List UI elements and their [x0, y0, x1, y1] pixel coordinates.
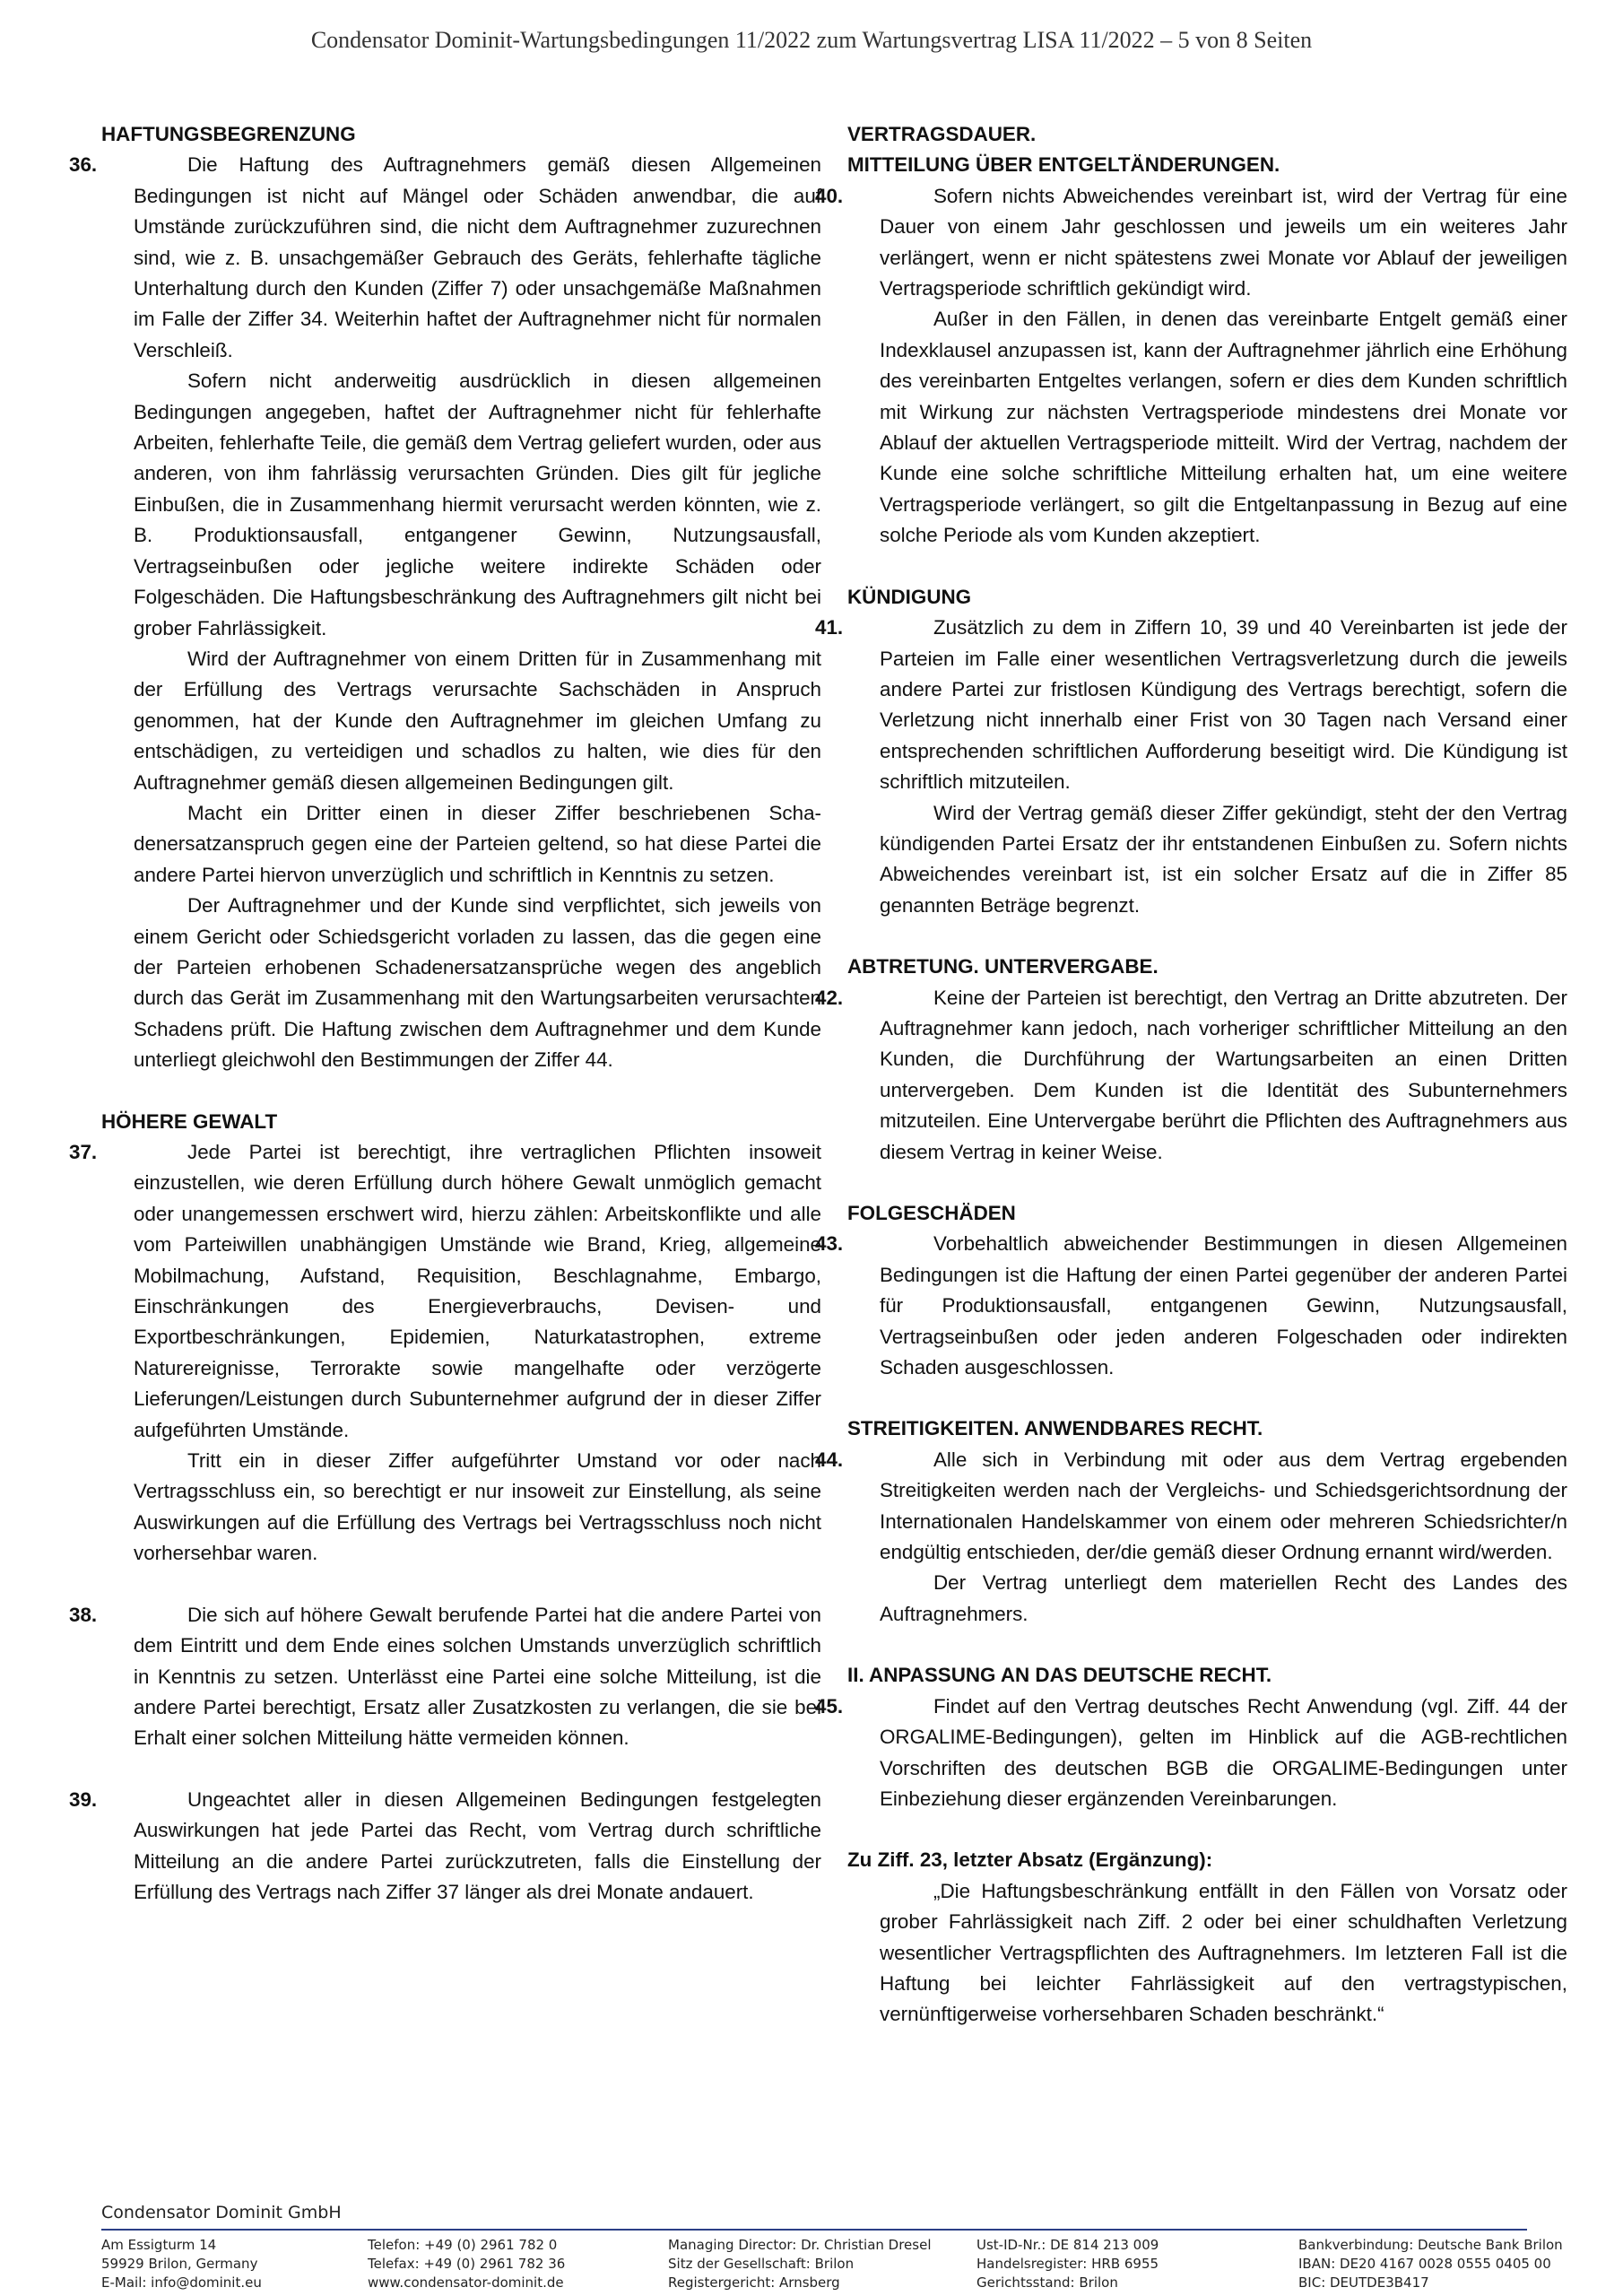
clause-38	[69, 1600, 821, 1754]
footer-line: Handelsregister: HRB 6955	[976, 2256, 1159, 2272]
clause-number: 37.	[69, 1141, 98, 1163]
clause-paragraph: Die Haftung des Auftragnehmers gemäß diesen Allgemeinen Bedingungen ist nicht auf Mängel oder Schäden anwendbar, die auf Umstände zurückzuführen sind, die nicht dem Auftragnehmer zuzurechnen sind, wie z. B. unsachgemäßer Gebrauch des Geräts, fehlerhafte tägliche Unterhaltung durch den Kunden (Ziffer 7) oder unsachgemäße Maßnahmen im Falle der Ziffer 34. Weiterhin haftet der Auftragnehmer nicht für normalen Verschleiß.	[134, 153, 821, 361]
clause-37	[69, 1137, 821, 1570]
clause-paragraph: Wird der Auftragnehmer von einem Dritten für in Zusammenhang mit der Erfüllung des Vertrags verursachte Sachschäden in Anspruch genommen, hat der Kunde den Auftragnehmer im gleichen Umfang zu entschädigen, zu verteidigen und schadlos zu halten, wie dies für den Auftragnehmer gemäß diesen allgemeinen Bedingungen gilt.	[134, 647, 821, 794]
section-title-anpassung: II. ANPASSUNG AN DAS DEUTSCHE RECHT.	[847, 1664, 1272, 1687]
footer-bank	[1298, 2236, 1563, 2292]
footer-divider	[101, 2229, 1527, 2231]
footer-line: Sitz der Gesellschaft: Brilon	[668, 2256, 855, 2272]
clause-paragraph: Alle sich in Verbindung mit oder aus dem Vertrag ergebenden Streitigkeiten werden nach der Vergleichs- und Schiedsgerichtsordnung der Internationalen Handelskammer von einem oder mehreren Schiedsrichter/n endgültig entschieden, der/die gemäß dieser Ordnung ernannt wird/werden.	[880, 1448, 1567, 1564]
clause-paragraph: Sofern nicht anderweitig ausdrücklich in diesen allgemeinen Bedingungen angegeben, haftet der Auftragnehmer nicht für fehlerhafte Arbeiten, fehlerhafte Teile, die gemäß dem Vertrag geliefert wurden, oder aus anderen, von ihm fahrlässig verursachten Gründen. Dies gilt für jegliche Einbußen, die in Zusammenhang hiermit verursacht werden könnten, wie z. B. Produktionsausfall, entgangener Gewinn, Nutzungsausfall, Vertragseinbußen oder jegliche weitere indirekte Schäden oder Folgeschäden. Die Haftungsbeschränkung des Auftragnehmers gilt nicht bei grober Fahrlässigkeit.	[134, 370, 821, 639]
clause-paragraph: Macht ein Dritter einen in dieser Ziffer beschriebenen Schadenersatzanspruch gegen eine der Parteien geltend, so hat diese Partei die andere Partei hiervon unverzüglich und schriftlich in Kenntnis zu setzen.	[134, 801, 821, 886]
left-column	[69, 119, 821, 1938]
running-header: Condensator Dominit-Wartungsbedingungen 11/2022 zum Wartungsvertrag LISA 11/2022 – 5 von 8 Seiten	[310, 27, 1313, 53]
footer-line: Bankverbindung: Deutsche Bank Brilon	[1298, 2237, 1563, 2253]
clause-40	[815, 181, 1567, 552]
clause-paragraph: Außer in den Fällen, in denen das vereinbarte Entgelt gemäß einer Indexklausel anzupassen ist, kann der Auftragnehmer jährlich eine Erhöhung des vereinbarten Entgeltes verlangen, sofern er dies dem Kunden schriftlich mit Wirkung zur nächsten Vertragsperiode mindestens drei Monate vor Ablauf der aktuellen Vertragsperiode mitteilt. Wird der Vertrag, nachdem der Kunde eine solche schriftliche Mitteilung erhalten hat, um eine weitere Vertragsperiode verlängert, so gilt die Entgeltanpassung in Bezug auf eine solche Periode als vom Kunden akzeptiert.	[880, 308, 1567, 547]
footer-website: www.condensator-dominit.de	[368, 2274, 564, 2291]
clause-number: 42.	[815, 986, 844, 1009]
footer-address	[101, 2236, 262, 2292]
clause-paragraph: Wird der Vertrag gemäß dieser Ziffer gekündigt, steht der den Vertrag kündigenden Partei Ersatz der ihr entstandenen Einbußen zu. Sofern nichts Abweichendes vereinbart ist, ist ein solcher Ersatz auf die in Ziffer 85 genannten Beträge begrenzt.	[880, 801, 1567, 917]
clause-45	[815, 1692, 1567, 1815]
section-title-haftungsbegrenzung: HAFTUNGSBEGRENZUNG	[101, 123, 356, 145]
footer-phone: Telefon: +49 (0) 2961 782 0	[368, 2237, 558, 2253]
footer-company-name: Condensator Dominit GmbH	[101, 2203, 342, 2222]
footer-line: BIC: DEUTDE3B417	[1298, 2274, 1429, 2291]
section-title-ziff-23: Zu Ziff. 23, letzter Absatz (Ergänzung):	[847, 1848, 1213, 1872]
section-36	[69, 119, 821, 1076]
footer-columns	[101, 2236, 1563, 2293]
clause-41	[815, 613, 1567, 921]
clause-paragraph: „Die Haftungsbeschränkung entfällt in den Fällen von Vorsatz oder grober Fahrlässigkeit nach Ziff. 2 oder bei einer schuldhaften Verletzung wesentlicher Vertragspflichten des Auftragnehmers. Im letzteren Fall ist die Haftung bei leichter Fahrlässigkeit auf den vertragstypischen, vernünftigerweise vorhersehbaren Schaden beschränkt.“	[880, 1879, 1567, 2026]
clause-paragraph: Keine der Parteien ist berechtigt, den Vertrag an Dritte abzutreten. Der Auftragnehmer kann jedoch, nach vorheriger schriftlicher Mitteilung an den Kunden, die Durchführung der Wartungsarbeiten an einen Dritten untervergeben. Dem Kunden ist die Identität des Subunternehmers mitzuteilen. Eine Untervergabe berührt die Pflichten des Auftragnehmers aus diesem Vertrag in keiner Weise.	[880, 986, 1567, 1163]
section-41	[815, 582, 1567, 921]
clause-number: 45.	[815, 1694, 844, 1718]
clause-paragraph: Die sich auf höhere Gewalt berufende Partei hat die andere Partei von dem Eintritt und dem Ende eines solchen Umstands unverzüglich schriftlich in Kenntnis zu setzen. Unterlässt eine Partei eine solche Mitteilung, ist die andere Partei berechtigt, Ersatz aller Zusatzkosten zu verlangen, die sie bei Erhalt einer solchen Mitteilung hätte vermeiden können.	[134, 1603, 821, 1750]
section-44	[815, 1413, 1567, 1630]
footer-line: 59929 Brilon, Germany	[101, 2256, 258, 2272]
clause-paragraph: Ungeachtet aller in diesen Allgemeinen Bedingungen festgelegten Auswirkungen hat jede Partei das Recht, vom Vertrag durch schriftliche Mitteilung an die andere Partei zurückzutreten, falls die Einstellung der Erfüllung des Vertrags nach Ziffer 37 länger als drei Monate andauert.	[134, 1787, 821, 1903]
clause-paragraph: Zusätzlich zu dem in Ziffern 10, 39 und 40 Vereinbarten ist jede der Parteien im Falle einer wesentlichen Vertragsverletzung durch die jeweils andere Partei zur fristlosen Kündigung des Vertrags berechtigt, sofern die Verletzung nicht innerhalb einer Frist von 30 Tagen nach Versand einer entsprechenden schriftlichen Aufforderung beseitigt wird. Die Kündigung ist schriftlich mitzuteilen.	[880, 616, 1567, 794]
clause-paragraph: Tritt ein in dieser Ziffer aufgeführter Umstand vor oder nach Vertragsschluss ein, so berechtigt er nur insoweit zur Einstellung, als seine Auswirkungen auf die Erfüllung des Vertrags bei Vertragsschluss noch nicht vorhersehbar waren.	[134, 1449, 821, 1565]
clause-number: 44.	[815, 1448, 844, 1471]
clause-36	[69, 150, 821, 1075]
section-title-mitteilung: MITTEILUNG ÜBER ENTGELTÄNDERUNGEN.	[847, 153, 1280, 177]
footer-line: Am Essigturm 14	[101, 2237, 217, 2253]
clause-43	[815, 1229, 1567, 1383]
section-38	[69, 1600, 821, 1754]
right-column	[815, 119, 1567, 2061]
clause-number: 39.	[69, 1787, 98, 1811]
section-title-vertragsdauer: VERTRAGSDAUER.	[847, 123, 1037, 145]
footer-line: Ust-ID-Nr.: DE 814 213 009	[976, 2237, 1159, 2253]
section-37	[69, 1107, 821, 1570]
footer-management	[668, 2236, 931, 2292]
section-42	[815, 952, 1567, 1168]
section-title-streitigkeiten: STREITIGKEITEN. ANWENDBARES RECHT.	[847, 1417, 1263, 1440]
footer-line: IBAN: DE20 4167 0028 0555 0405 00	[1298, 2256, 1551, 2272]
clause-number: 40.	[815, 184, 844, 207]
section-title-folgeschaeden: FOLGESCHÄDEN	[847, 1202, 1016, 1224]
page-footer	[101, 2202, 1563, 2293]
clause-paragraph: Der Auftragnehmer und der Kunde sind verpflichtet, sich jeweils von einem Gericht oder Schiedsgericht vorladen zu lassen, das die gegen eine der Parteien erhobenen Schadenersatzansprüche wegen des angeblich durch das Gerät im Zusammenhang mit den Wartungsarbeiten verursachten Schadens prüft. Die Haftung zwischen dem Auftragnehmer und dem Kunde unterliegt gleichwohl den Bestimmungen der Ziffer 44.	[134, 894, 821, 1072]
section-45	[815, 1660, 1567, 1814]
section-39	[69, 1785, 821, 1909]
clause-paragraph: Sofern nichts Abweichendes vereinbart ist, wird der Vertrag für eine Dauer von einem Jahr geschlossen und jeweils um ein weiteres Jahr verlängert, wenn er nicht spätestens zwei Monate vor Ablauf der jeweiligen Vertragsperiode schriftlich gekündigt wird.	[880, 184, 1567, 300]
footer-line: Managing Director: Dr. Christian Dresel	[668, 2237, 932, 2253]
clause-number: 36.	[69, 153, 98, 177]
section-title-kuendigung: KÜNDIGUNG	[847, 585, 972, 608]
section-43	[815, 1198, 1567, 1383]
clause-ziff-23	[847, 1876, 1567, 2031]
clause-paragraph: Der Vertrag unterliegt dem materiellen Recht des Landes des Auftragnehmers.	[880, 1571, 1567, 1625]
clause-number: 38.	[69, 1603, 98, 1626]
section-ziff-23	[847, 1845, 1567, 2030]
footer-registration	[976, 2236, 1159, 2292]
footer-line: Gerichtsstand: Brilon	[976, 2274, 1118, 2291]
section-title-abtretung: ABTRETUNG. UNTERVERGABE.	[847, 955, 1159, 978]
footer-contact	[368, 2236, 565, 2292]
clause-44	[815, 1445, 1567, 1630]
footer-email: E-Mail: info@dominit.eu	[101, 2274, 262, 2291]
clause-number: 41.	[815, 616, 844, 639]
clause-paragraph: Vorbehaltlich abweichender Bestimmungen in diesen Allgemeinen Bedingungen ist die Haftung der einen Partei gegenüber der anderen Partei für Produktionsausfall, entgangenen Gewinn, Nutzungsausfall, Vertragseinbußen oder jeden anderen Folgeschaden oder indirekten Schaden ausgeschlossen.	[880, 1232, 1567, 1379]
footer-line: Registergericht: Arnsberg	[668, 2274, 840, 2291]
section-40	[815, 119, 1567, 552]
clause-42	[815, 983, 1567, 1168]
clause-paragraph: Jede Partei ist berechtigt, ihre vertraglichen Pflichten insoweit einzustellen, wie deren Erfüllung durch höhere Gewalt unmöglich gemacht oder unangemessen erschwert wird, hierzu zählen: Arbeitskonflikte und alle vom Parteiwillen unabhängigen Umstände wie Brand, Krieg, allgemeine Mobilmachung, Aufstand, Requisition, Beschlagnahme, Embargo, Einschränkungen des Energieverbrauchs, Devisen- und Exportbeschränkungen, Epidemien, Naturkatastrophen, extreme Naturereignisse, Terrorakte sowie mangelhafte oder verzögerte Lieferungen/Leistungen durch Subunternehmer aufgrund der in dieser Ziffer aufgeführten Umstände.	[134, 1141, 821, 1441]
clause-39	[69, 1785, 821, 1909]
clause-paragraph: Findet auf den Vertrag deutsches Recht Anwendung (vgl. Ziff. 44 der ORGALIME-Bedingungen), gelten im Hinblick auf die AGB-rechtlichen Vorschriften des deutschen BGB die ORGALIME-Bedingungen unter Einbeziehung dieser ergänzenden Vereinbarungen.	[880, 1694, 1567, 1810]
footer-fax: Telefax: +49 (0) 2961 782 36	[368, 2256, 566, 2272]
clause-number: 43.	[815, 1232, 844, 1256]
section-title-hoehere-gewalt: HÖHERE GEWALT	[101, 1109, 278, 1133]
